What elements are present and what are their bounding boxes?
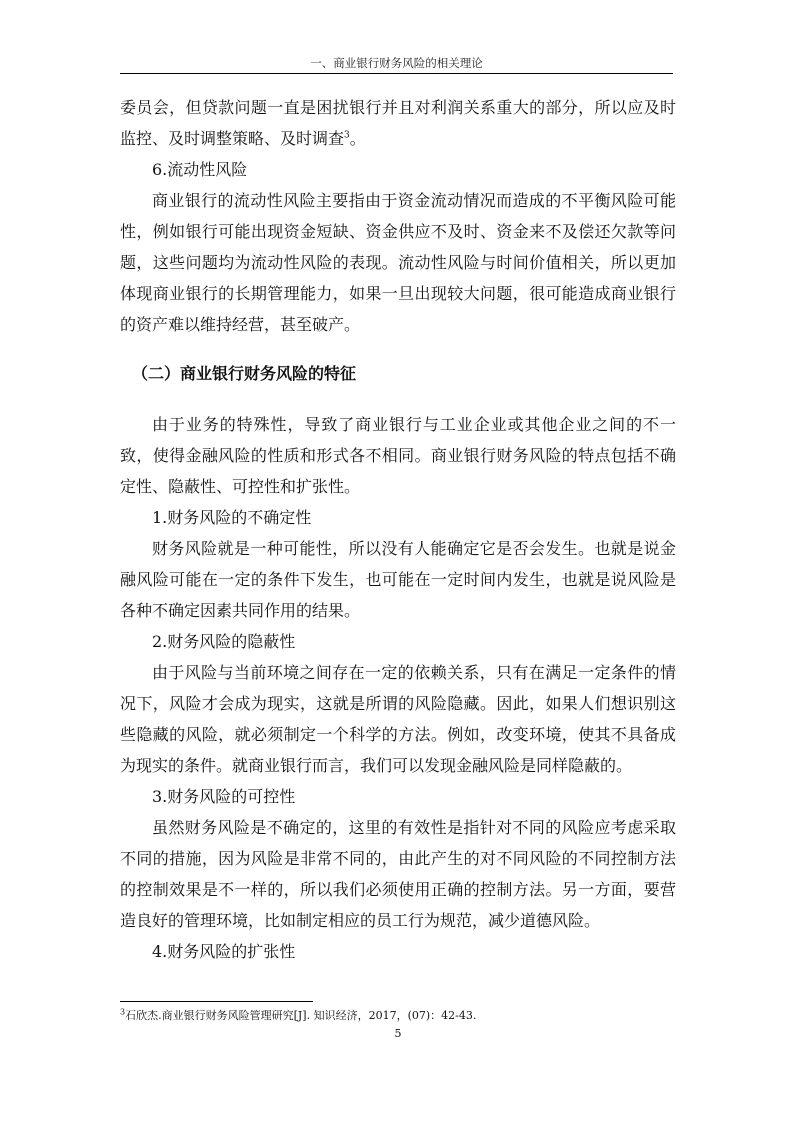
footnote-marker: 3	[120, 1007, 126, 1017]
paragraph-end: 。	[349, 129, 366, 148]
subheading-concealment: 2.财务风险的隐蔽性	[152, 632, 296, 651]
subheading-liquidity-risk: 6.流动性风险	[152, 160, 248, 179]
section-heading: （二）商业银行财务风险的特征	[132, 364, 357, 383]
running-header: 一、商业银行财务风险的相关理论	[310, 56, 483, 70]
footnote-reference[interactable]: 3	[344, 130, 350, 141]
footnote-text: 石欣杰.商业银行财务风险管理研究[J]. 知识经济，2017，(07)：42-43.	[125, 1009, 477, 1022]
subheading-uncertainty: 1.财务风险的不确定性	[152, 508, 312, 527]
subheading-expansion: 4.财务风险的扩张性	[152, 942, 296, 961]
page-number: 5	[394, 1027, 402, 1040]
paragraph-concealment: 由于风险与当前环境之间存在一定的依赖关系，只有在满足一定条件的情况下，风险才会成为现实，这就是所谓的风险隐藏。因此，如果人们想识别这些隐藏的风险，就必须制定一个科学的方法。例如，改变环境，使其不具备成为现实的条件。就商业银行而言，我们可以发现金融风险是同样隐蔽的。	[120, 663, 676, 775]
footnote	[120, 1008, 676, 1024]
subheading-controllability: 3.财务风险的可控性	[152, 787, 296, 806]
paragraph-controllability: 虽然财务风险是不确定的，这里的有效性是指针对不同的风险应考虑采取不同的措施，因为风险是非常不同的，由此产生的对不同风险的不同控制方法的控制效果是不一样的，所以我们必须使用正确的控制方法。另一方面，要营造良好的管理环境，比如制定相应的员工行为规范，减少道德风险。	[120, 818, 676, 930]
page-body	[120, 92, 676, 967]
footnote-rule	[120, 1001, 313, 1002]
paragraph-liquidity-risk: 商业银行的流动性风险主要指由于资金流动情况而造成的不平衡风险可能性，例如银行可能出现资金短缺、资金供应不及时、资金来不及偿还欠款等问题，这些问题均为流动性风险的表现。流动性风险与时间价值相关，所以更加体现商业银行的长期管理能力，如果一旦出现较大问题，很可能造成商业银行的资产难以维持经营，甚至破产。	[120, 191, 676, 334]
header-rule	[120, 73, 673, 74]
paragraph-text: 委员会，但贷款问题一直是困扰银行并且对利润关系重大的部分，所以应及时监控、及时调整策略、及时调查	[120, 98, 676, 148]
paragraph-continued	[120, 92, 676, 154]
paragraph-uncertainty: 财务风险就是一种可能性，所以没有人能确定它是否会发生。也就是说金融风险可能在一定的条件下发生，也可能在一定时间内发生，也就是说风险是各种不确定因素共同作用的结果。	[120, 539, 676, 620]
paragraph-features-intro: 由于业务的特殊性，导致了商业银行与工业企业或其他企业之间的不一致，使得金融风险的性质和形式各不相同。商业银行财务风险的特点包括不确定性、隐蔽性、可控性和扩张性。	[120, 415, 676, 496]
